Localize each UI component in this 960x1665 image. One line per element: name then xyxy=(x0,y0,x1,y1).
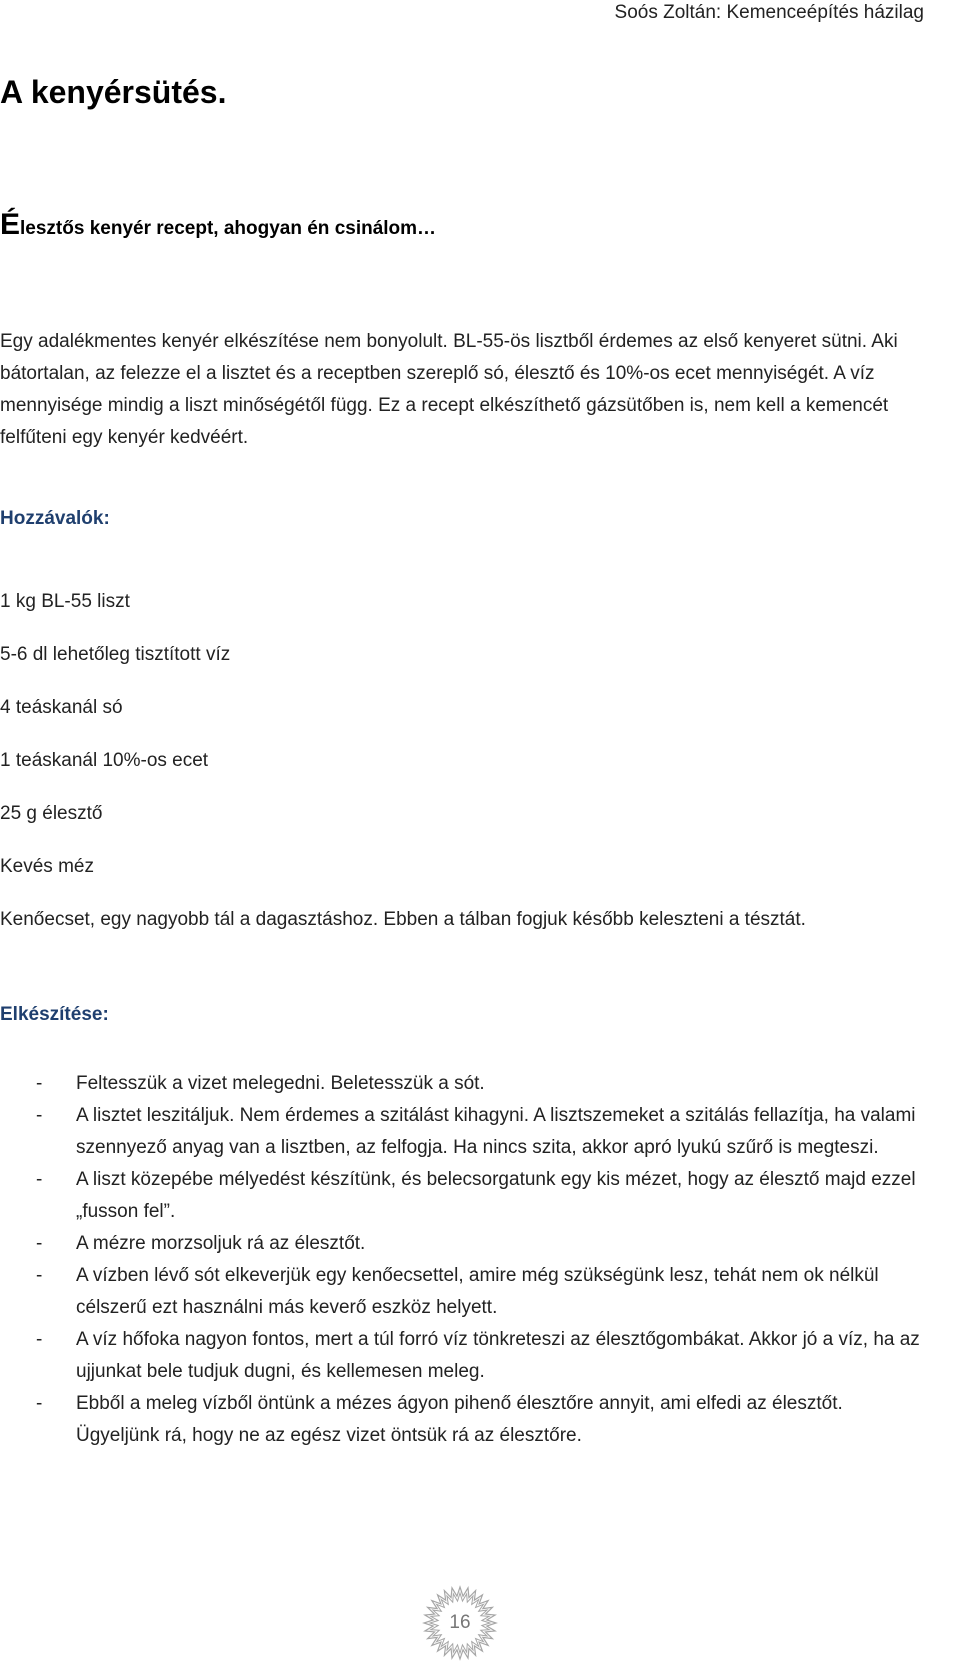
preparation-step xyxy=(0,1260,930,1324)
step-text: A víz hőfoka nagyon fontos, mert a túl forró víz tönkreteszi az élesztőgombákat. Akkor jó a víz, ha az ujjunkat bele tudjuk dugni, és kellemesen meleg. xyxy=(76,1329,920,1382)
ingredient-item: Kenőecset, egy nagyobb tál a dagasztáshoz. Ebben a tálban fogjuk később keleszteni a tésztát. xyxy=(0,909,806,930)
page-number-badge xyxy=(422,1585,498,1661)
subtitle-initial-letter: É xyxy=(0,208,21,241)
ingredient-item: Kevés méz xyxy=(0,856,94,877)
preparation-heading: Elkészítése: xyxy=(0,1004,109,1025)
step-text: Ebből a meleg vízből öntünk a mézes ágyon pihenő élesztőre annyit, ami elfedi az élesztőt. Ügyeljünk rá, hogy ne az egész vizet öntsük rá az élesztőre. xyxy=(76,1393,843,1446)
preparation-step xyxy=(0,1388,930,1452)
step-text: Feltesszük a vizet melegedni. Beletesszük a sót. xyxy=(76,1073,485,1094)
preparation-step xyxy=(0,1100,930,1164)
ingredients-heading: Hozzávalók: xyxy=(0,508,110,529)
preparation-steps-list xyxy=(0,1068,930,1452)
intro-paragraph: Egy adalékmentes kenyér elkészítése nem bonyolult. BL-55-ös lisztből érdemes az első kenyeret sütni. Aki bátortalan, az felezze el a lisztet és a receptben szereplő só, élesztő és 10%-os ecet mennyiségét. A víz mennyisége mindig a liszt minőségétől függ. Ez a recept elkészíthető gázsütőben is, nem kell a kemencét felfűteni egy kenyér kedvéért. xyxy=(0,331,898,448)
preparation-step xyxy=(0,1228,930,1260)
preparation-step xyxy=(0,1164,930,1228)
step-bullet: - xyxy=(36,1073,43,1094)
step-text: A liszt közepébe mélyedést készítünk, és belecsorgatunk egy kis mézet, hogy az élesztő majd ezzel „fusson fel”. xyxy=(76,1169,916,1222)
recipe-subtitle xyxy=(0,208,436,242)
step-bullet: - xyxy=(36,1169,43,1190)
step-bullet: - xyxy=(36,1393,43,1414)
ingredient-item: 1 teáskanál 10%-os ecet xyxy=(0,750,209,771)
ingredient-item: 25 g élesztő xyxy=(0,803,103,824)
step-bullet: - xyxy=(36,1329,43,1350)
step-text: A lisztet leszitáljuk. Nem érdemes a szitálást kihagyni. A lisztszemeket a szitálás fellazítja, ha valami szennyező anyag van a lisztben, az felfogja. Ha nincs szita, akkor apró lyukú szűrő is megteszi. xyxy=(76,1105,916,1158)
running-header: Soós Zoltán: Kemenceépítés házilag xyxy=(614,2,924,23)
preparation-step xyxy=(0,1324,930,1388)
preparation-step xyxy=(0,1068,930,1100)
ingredient-item: 5-6 dl lehetőleg tisztított víz xyxy=(0,644,231,665)
step-text: A vízben lévő sót elkeverjük egy kenőecsettel, amire még szükségünk lesz, tehát nem ok nélkül célszerű ezt használni más keverő eszköz helyett. xyxy=(76,1265,879,1318)
ingredient-item: 1 kg BL-55 liszt xyxy=(0,591,130,612)
page-number: 16 xyxy=(449,1612,471,1633)
subtitle-text: lesztős kenyér recept, ahogyan én csinálom… xyxy=(20,218,437,239)
step-bullet: - xyxy=(36,1105,43,1126)
step-bullet: - xyxy=(36,1233,43,1254)
step-bullet: - xyxy=(36,1265,43,1286)
ingredient-item: 4 teáskanál só xyxy=(0,697,123,718)
page-title: A kenyérsütés. xyxy=(0,74,227,110)
step-text: A mézre morzsoljuk rá az élesztőt. xyxy=(76,1233,366,1254)
ingredients-list xyxy=(0,584,806,955)
